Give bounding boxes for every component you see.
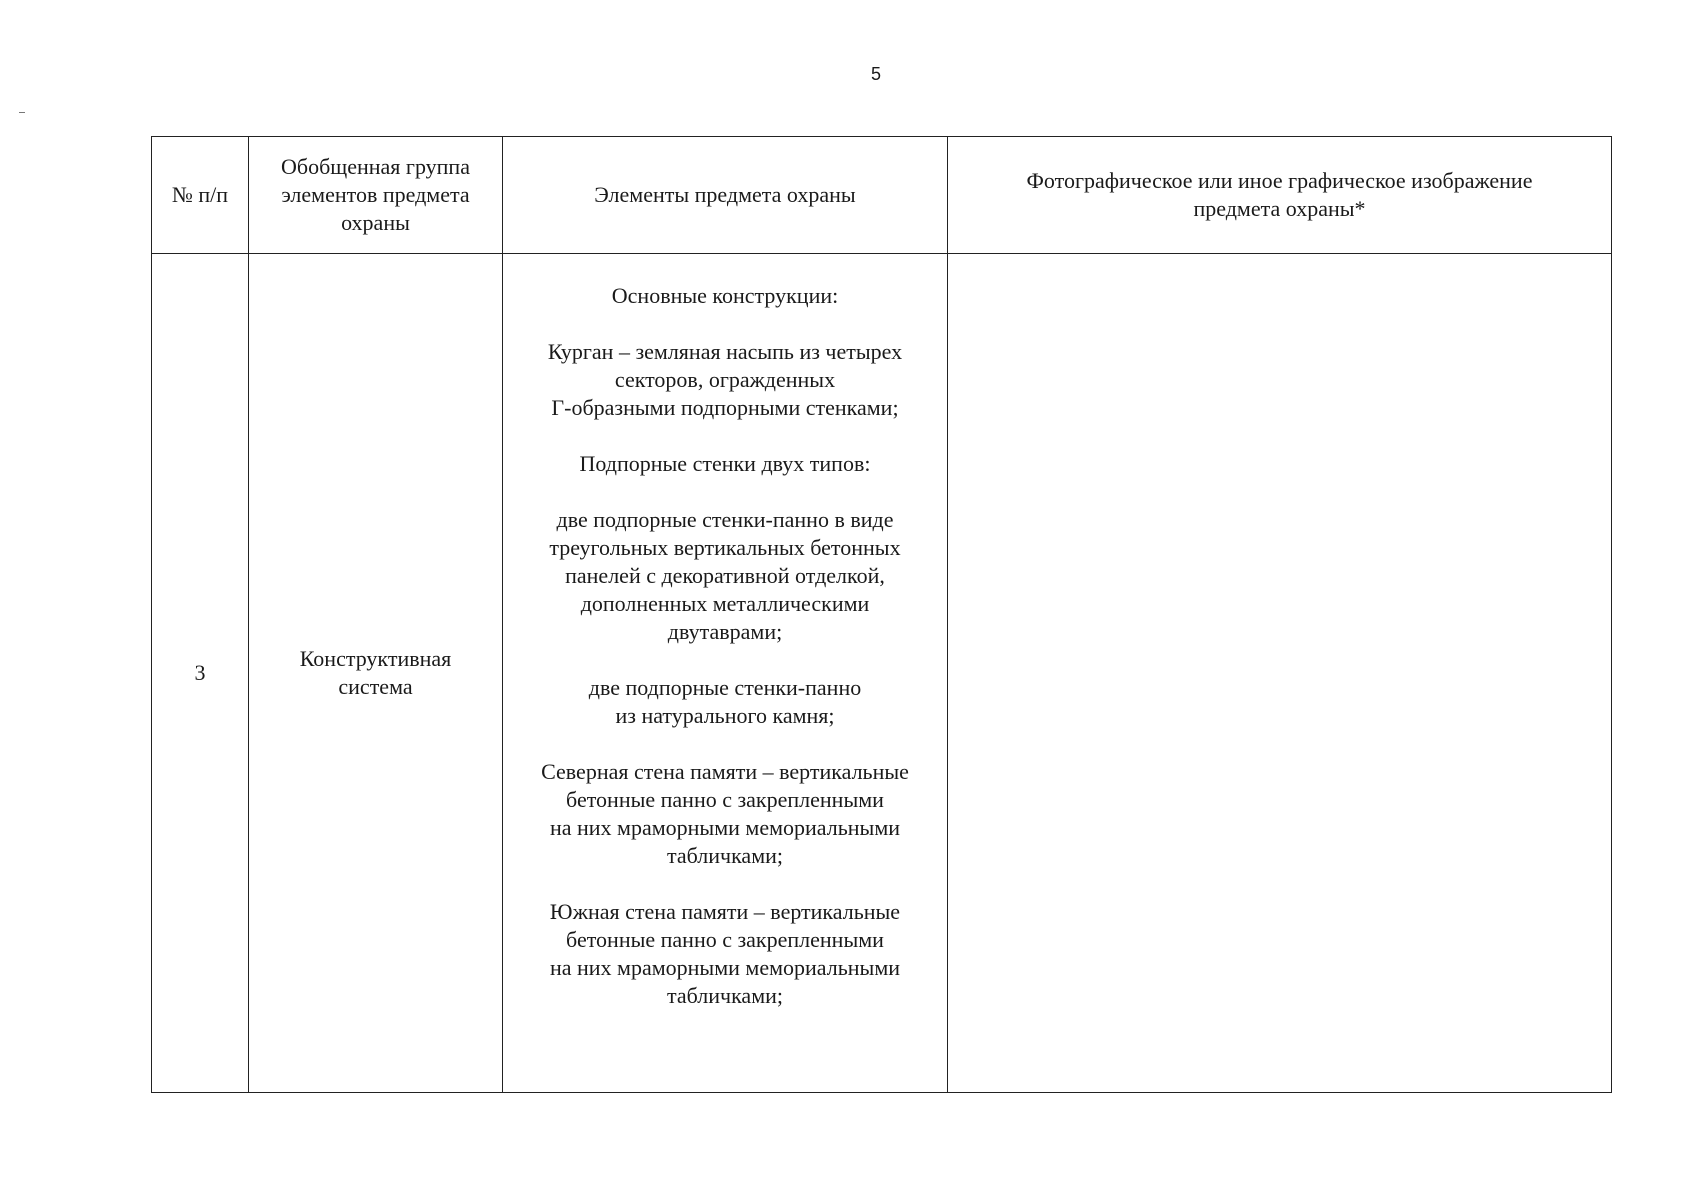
element-line: из натурального камня;: [615, 703, 835, 728]
element-line: две подпорные стенки-панно: [588, 675, 862, 700]
element-line: Курган – земляная насыпь из четырех: [547, 339, 903, 364]
header-photo: Фотографическое или иное графическое изображение предмета охраны*: [948, 137, 1612, 254]
page-number: 5: [870, 64, 881, 84]
header-elements: Элементы предмета охраны: [503, 137, 948, 254]
row-group-cell: [249, 254, 503, 1093]
group-line: Конструктивная: [299, 646, 452, 671]
row-elements-cell: [503, 254, 948, 1093]
scan-mark: [19, 112, 25, 113]
element-paragraph: [513, 898, 937, 1010]
group-line: система: [338, 674, 413, 699]
header-number: № п/п: [152, 137, 249, 254]
element-paragraph: [513, 506, 937, 646]
element-line: секторов, огражденных: [614, 367, 836, 392]
element-line: Северная стена памяти – вертикальные: [541, 759, 909, 784]
element-line: бетонные панно с закрепленными: [566, 927, 884, 952]
element-line: Основные конструкции:: [611, 283, 839, 308]
element-line: на них мраморными мемориальными: [549, 955, 901, 980]
table-header-row: [152, 137, 1612, 254]
row-photo-cell: [948, 254, 1612, 1093]
element-line: на них мраморными мемориальными: [549, 815, 901, 840]
element-line: табличками;: [666, 983, 784, 1008]
element-paragraph: [513, 282, 937, 310]
element-line: табличками;: [666, 843, 784, 868]
element-paragraph: [513, 674, 937, 730]
element-paragraph: [513, 758, 937, 870]
element-line: бетонные панно с закрепленными: [566, 787, 884, 812]
element-paragraph: [513, 338, 937, 422]
element-line: Г-образными подпорными стенками;: [551, 395, 899, 420]
element-line: дополненных металлическими: [580, 591, 870, 616]
element-line: треугольных вертикальных бетонных: [549, 535, 901, 560]
element-line: двутаврами;: [667, 619, 783, 644]
table-row: [152, 254, 1612, 1093]
element-line: Южная стена памяти – вертикальные: [549, 899, 901, 924]
header-group: Обобщенная группа элементов предмета охраны: [249, 137, 503, 254]
element-paragraph: [513, 450, 937, 478]
element-line: Подпорные стенки двух типов:: [579, 451, 871, 476]
protection-subject-table: [151, 136, 1612, 1093]
element-line: две подпорные стенки-панно в виде: [556, 507, 894, 532]
element-line: панелей с декоративной отделкой,: [565, 563, 885, 588]
row-number-cell: 3: [152, 254, 249, 1093]
